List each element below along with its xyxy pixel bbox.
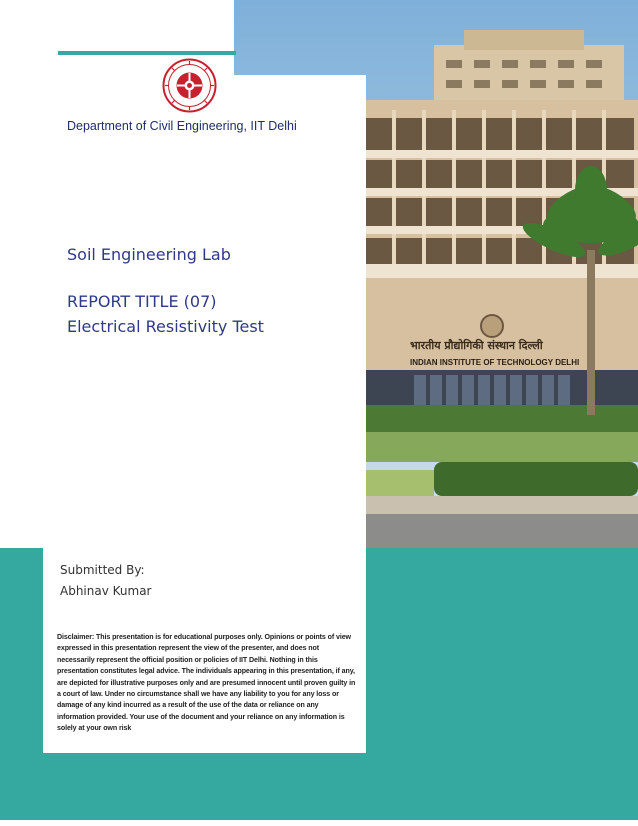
report-subtitle: Electrical Resistivity Test — [67, 317, 264, 336]
department-name: Department of Civil Engineering, IIT Delhi — [67, 119, 297, 133]
institute-sign-hindi: भारतीय प्रौद्योगिकी संस्थान दिल्ली — [410, 339, 543, 352]
disclaimer-text: Disclaimer: This presentation is for educational purposes only. Opinions or points of view expressed in this presentation represent the view of the presenter, and does not necessarily represent the official position or policies of IIT Delhi. Nothing in this presentation constitutes legal advice. The individuals appearing in this presentation, if any, are depicted for illustrative purposes only and are presumed innocent until proven guilty in a court of law. Under no circumstance shall we have any liability to you for any loss or damage of any kind incurred as a result of the use of the data or reliance on any information provided. Your use of the document and your reliance on any information is solely at your own risk — [57, 633, 356, 733]
iit-delhi-logo-icon — [162, 58, 217, 113]
report-title: REPORT TITLE (07) — [67, 292, 217, 311]
lab-name: Soil Engineering Lab — [67, 245, 231, 264]
accent-rule — [58, 51, 236, 55]
author-name: Abhinav Kumar — [60, 584, 152, 598]
submitted-by-label: Submitted By: — [60, 563, 145, 577]
institute-sign-english: INDIAN INSTITUTE OF TECHNOLOGY DELHI — [410, 358, 580, 367]
title-card — [43, 75, 366, 548]
